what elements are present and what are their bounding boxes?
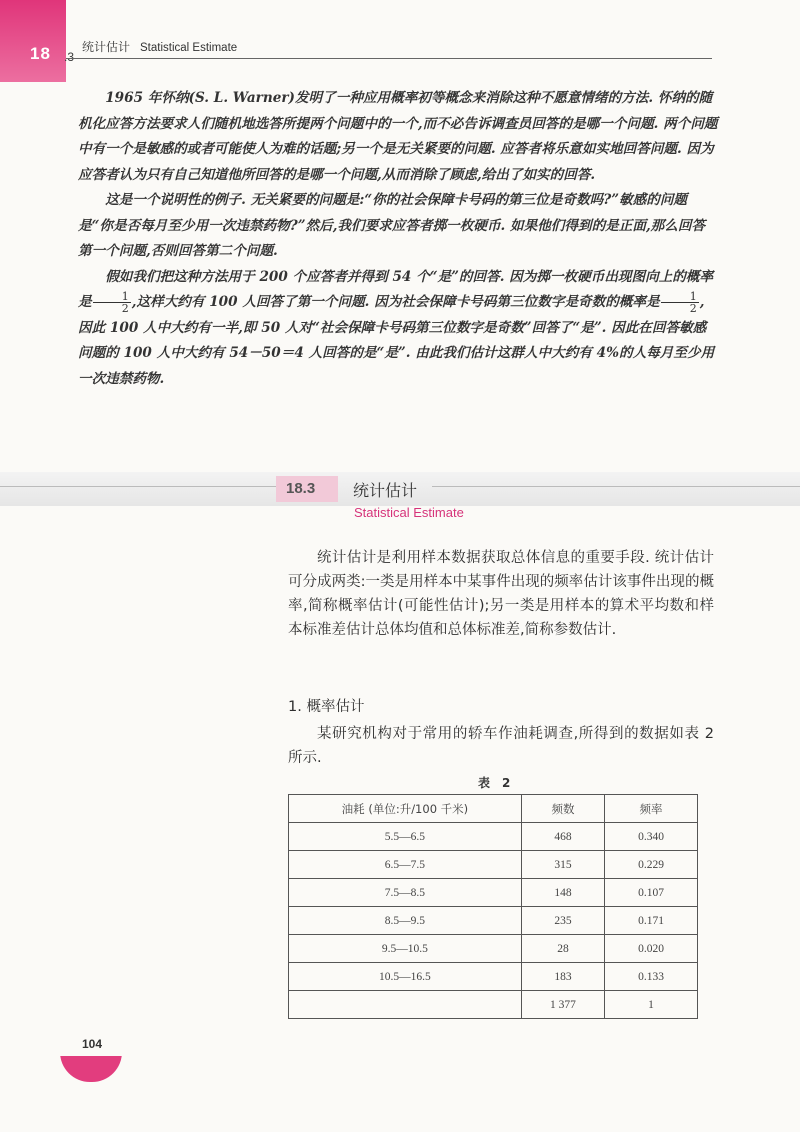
table-caption: 表 2 [478, 776, 511, 790]
table-row [289, 879, 698, 907]
section-rule-right [432, 486, 800, 487]
table-cell: 7.5—8.5 [289, 879, 522, 907]
table-cell: 1 377 [521, 991, 604, 1019]
body-paragraph-1: 统计估计是利用样本数据获取总体信息的重要手段. 统计估计可分成两类:一类是用样本中某事件出现的频率估计该事件出现的概率,简称概率估计(可能性估计);另一类是用样本的算术平均数和样本标准差估计总体均值和总体标准差,简称参数估计. [288, 550, 714, 638]
running-header-en: Statistical Estimate [140, 42, 238, 54]
table-cell: 8.5—9.5 [289, 907, 522, 935]
table-cell: 315 [521, 851, 604, 879]
section-rule-left [0, 486, 276, 487]
table-cell: 1 [605, 991, 698, 1019]
section-number: 18.3 [286, 480, 316, 497]
table-cell: 235 [521, 907, 604, 935]
table-cell: 0.171 [605, 907, 698, 935]
table-cell: 9.5—10.5 [289, 935, 522, 963]
page-number: 104 [82, 1037, 103, 1051]
table-cell: 0.340 [605, 823, 698, 851]
table-total-row [289, 991, 698, 1019]
fraction-one-half [93, 291, 131, 314]
chapter-color-tab [0, 0, 66, 82]
body-paragraph-2: 某研究机构对于常用的轿车作油耗调查,所得到的数据如表 2 所示. [288, 726, 714, 766]
subheading: 1. 概率估计 [288, 699, 365, 715]
top-paragraph-3c: ,因此 100 人中大约有一半,即 50 人对“社会保障卡号码第三位数字是奇数”回答了“是”. 因此在回答敏感问题的 100 人中大约有 54－50＝4 人回答的是“是”. 由此我们估计这群人中大约有 4%的人每月至少用一次违禁药物. [78, 294, 715, 387]
header-rule [66, 58, 712, 59]
table-cell: 10.5—16.5 [289, 963, 522, 991]
table-cell [289, 991, 522, 1019]
table-row [289, 823, 698, 851]
table-row [289, 935, 698, 963]
table-header-cell: 油耗 (单位:升/100 千米) [289, 795, 522, 823]
table-cell: 28 [521, 935, 604, 963]
running-header-cn: 统计估计 [82, 40, 131, 54]
table-cell: 0.229 [605, 851, 698, 879]
table-cell: 148 [521, 879, 604, 907]
table-cell: 5.5—6.5 [289, 823, 522, 851]
top-passage [78, 86, 718, 392]
section-title-en: Statistical Estimate [354, 505, 464, 520]
table-intro [288, 722, 714, 770]
running-header [82, 38, 237, 55]
table-cell: 468 [521, 823, 604, 851]
fraction-denominator: 2 [121, 302, 129, 315]
fraction-numerator: 1 [661, 291, 699, 303]
table-header-cell: 频数 [521, 795, 604, 823]
header-section-number: 18 [30, 44, 51, 63]
table-cell: 183 [521, 963, 604, 991]
fraction-one-half-2 [661, 291, 699, 314]
fuel-consumption-table [288, 794, 698, 1019]
fraction-numerator: 1 [93, 291, 131, 303]
section-intro [288, 546, 714, 642]
header-section-subnumber: .3 [64, 50, 75, 64]
top-paragraph-1: 1965 年怀纳(S. L. Warner)发明了一种应用概率初等概念来消除这种不愿意情绪的方法. 怀纳的随机化应答方法要求人们随机地选答所提两个问题中的一个,而不必告诉调查员回答的是哪一个问题. 两个问题中有一个是敏感的或者可能使人为难的话题;另一个是无关紧要的问题. 应答者将乐意如实地回答问题. 因为应答者认为只有自己知道他所回答的是哪一个问题,从而消除了顾虑,给出了如实的回答. [78, 90, 718, 183]
table-cell: 0.133 [605, 963, 698, 991]
table-cell: 6.5—7.5 [289, 851, 522, 879]
top-paragraph-2: 这是一个说明性的例子. 无关紧要的问题是:“你的社会保障卡号码的第三位是奇数吗?”敏感的问题是“你是否每月至少用一次违禁药物?”然后,我们要求应答者掷一枚硬币. 如果他们得到的是正面,那么回答第一个问题,否则回答第二个问题. [78, 192, 706, 259]
table-header-row [289, 795, 698, 823]
top-paragraph-3 [78, 265, 718, 393]
section-title: 统计估计 [353, 481, 418, 500]
table-cell: 0.107 [605, 879, 698, 907]
table-row [289, 907, 698, 935]
table-row [289, 963, 698, 991]
fraction-denominator: 2 [689, 302, 697, 315]
top-paragraph-3a: 假如我们把这种方法用于 200 个应答者并得到 54 个“是”的回答. 因为掷一枚硬币出现图向上的概率是 [78, 268, 714, 310]
table-row [289, 851, 698, 879]
table-header-cell: 频率 [605, 795, 698, 823]
table-cell: 0.020 [605, 935, 698, 963]
top-paragraph-3b: ,这样大约有 100 人回答了第一个问题. 因为社会保障卡号码第三位数字是奇数的概率是 [131, 294, 660, 310]
